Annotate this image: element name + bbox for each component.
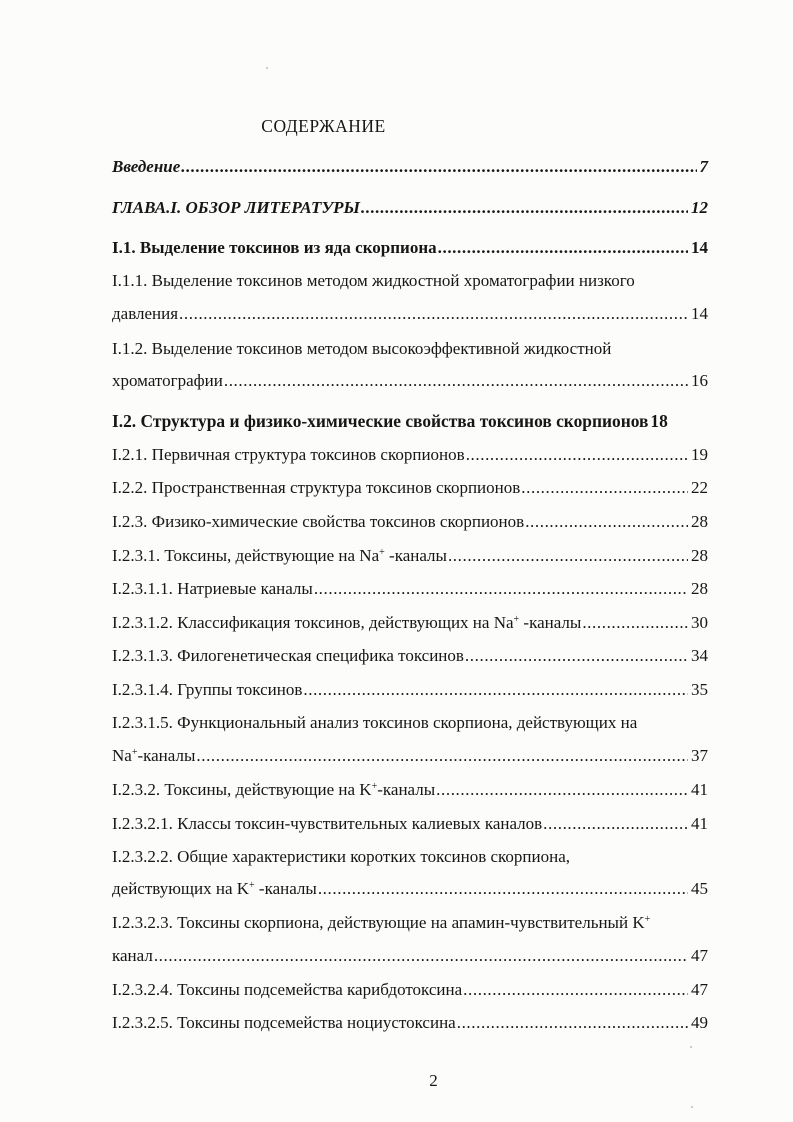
page-number: 2 — [429, 1071, 438, 1090]
scan-speck — [266, 67, 268, 69]
toc-entry-chapter-1[interactable]: ГЛАВА.I. ОБЗОР ЛИТЕРАТУРЫ ..... 12 — [112, 197, 708, 219]
toc-entry-1-2-3[interactable]: I.2.3. Физико-химические свойства токсинов скорпионов ..... 28 — [112, 511, 708, 533]
toc-entry-1-1[interactable]: I.1. Выделение токсинов из яда скорпиона ..... 14 — [112, 237, 708, 259]
toc-entry-1-2-3-2-2-line1[interactable]: I.2.3.2.2. Общие характеристики коротких токсинов скорпиона, — [112, 847, 571, 866]
toc-entry-1-2-3-2-4[interactable]: I.2.3.2.4. Токсины подсемейства карибдотоксина ..... 47 — [112, 979, 708, 1001]
toc-entry-1-1-2-line1[interactable]: I.1.2. Выделение токсинов методом высокоэффективной жидкостной — [112, 339, 612, 358]
toc-entry-1-1-1-line1[interactable]: I.1.1. Выделение токсинов методом жидкостной хроматографии низкого — [112, 271, 635, 290]
page-title: СОДЕРЖАНИЕ — [261, 116, 386, 136]
toc-entry-intro[interactable]: Введение ..... 7 — [112, 156, 708, 178]
scan-speck — [690, 1046, 692, 1048]
toc-entry-1-2-3-1-1[interactable]: I.2.3.1.1. Натриевые каналы ..... 28 — [112, 578, 708, 600]
toc-entry-1-2-2[interactable]: I.2.2. Пространственная структура токсинов скорпионов ..... 22 — [112, 477, 708, 499]
toc-entry-1-2-3-1-4[interactable]: I.2.3.1.4. Группы токсинов ..... 35 — [112, 679, 708, 701]
scan-speck — [691, 1106, 693, 1108]
toc-entry-1-2-3-1-5-line1[interactable]: I.2.3.1.5. Функциональный анализ токсинов скорпиона, действующих на — [112, 713, 638, 732]
toc-entry-1-2-3-2-3-line1[interactable]: I.2.3.2.3. Токсины скорпиона, действующие на апамин-чувствительный K+ — [112, 913, 651, 932]
toc-entry-1-2-3-2[interactable]: I.2.3.2. Токсины, действующие на K+-каналы ..... 41 — [112, 779, 708, 801]
toc-entry-1-2-3-2-1[interactable]: I.2.3.2.1. Классы токсин-чувствительных калиевых каналов ..... 41 — [112, 813, 708, 835]
toc-entry-1-2-3-2-3[interactable]: канал ..... 47 — [112, 945, 708, 967]
toc-entry-1-2-3-2-2[interactable]: действующих на K+ -каналы ..... 45 — [112, 878, 708, 900]
toc-entry-1-2-3-1[interactable]: I.2.3.1. Токсины, действующие на Na+ -каналы ..... 28 — [112, 545, 708, 567]
toc-entry-1-2-3-1-3[interactable]: I.2.3.1.3. Филогенетическая специфика токсинов ..... 34 — [112, 645, 708, 667]
toc-entry-1-2[interactable]: I.2. Структура и физико-химические свойства токсинов скорпионов 18 — [112, 411, 668, 431]
toc-entry-1-2-1[interactable]: I.2.1. Первичная структура токсинов скорпионов ..... 19 — [112, 444, 708, 466]
toc-entry-1-2-3-1-2[interactable]: I.2.3.1.2. Классификация токсинов, действующих на Na+ -каналы ..... 30 — [112, 612, 708, 634]
toc-entry-1-1-1[interactable]: давления ..... 14 — [112, 303, 708, 325]
toc-entry-1-2-3-2-5[interactable]: I.2.3.2.5. Токсины подсемейства ноциустоксина ..... 49 — [112, 1012, 708, 1034]
toc-entry-1-1-2[interactable]: хроматографии ..... 16 — [112, 370, 708, 392]
toc-entry-1-2-3-1-5[interactable]: Na+-каналы ..... 37 — [112, 745, 708, 767]
